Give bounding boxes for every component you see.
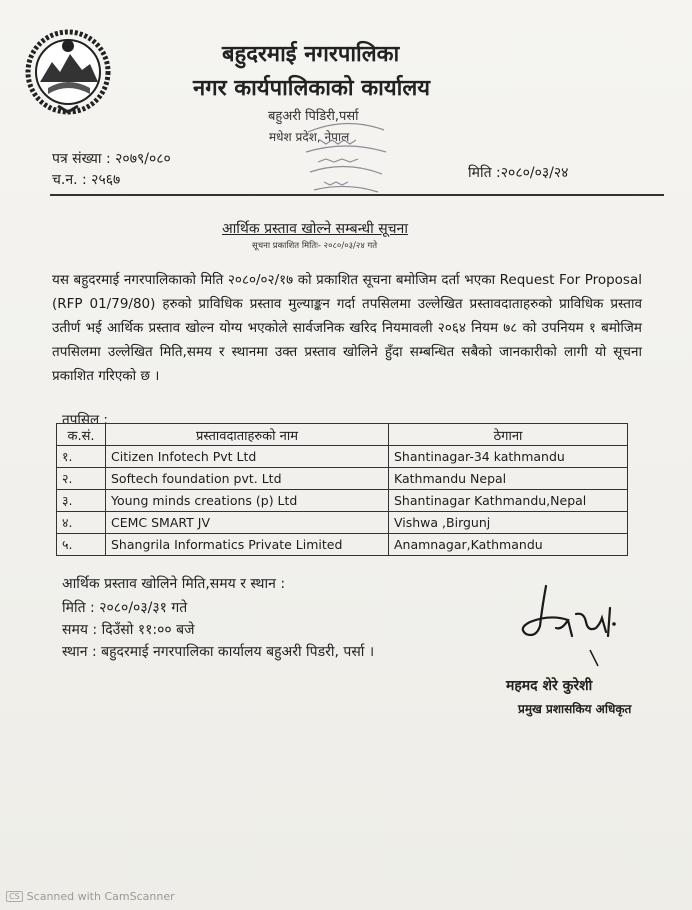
office-name: नगर कार्यपालिकाको कार्यालय bbox=[193, 76, 430, 101]
table-row bbox=[57, 490, 628, 512]
signatory-name: महमद शेरे कुरेशी bbox=[506, 678, 593, 694]
municipality-emblem-logo bbox=[18, 20, 118, 120]
row-bidder-name: Softech foundation pvt. Ltd bbox=[106, 468, 389, 490]
row-address: Shantinagar Kathmandu,Nepal bbox=[389, 490, 628, 512]
address-line-1: बहुअरी पिडिरी,पर्सा bbox=[268, 109, 359, 124]
row-serial: ४. bbox=[57, 512, 106, 534]
scanner-watermark bbox=[6, 890, 175, 903]
opening-time: समय : दिउँसो ११:०० बजे bbox=[62, 622, 195, 638]
header-bidder-name: प्रस्तावदाताहरुको नाम bbox=[106, 424, 389, 446]
row-serial: २. bbox=[57, 468, 106, 490]
opening-heading: आर्थिक प्रस्ताव खोलिने मिति,समय र स्थान : bbox=[62, 576, 286, 592]
row-serial: ३. bbox=[57, 490, 106, 512]
row-bidder-name: Citizen Infotech Pvt Ltd bbox=[106, 446, 389, 468]
details-label: तपसिल : bbox=[62, 412, 108, 428]
office-stamp bbox=[300, 112, 392, 200]
notice-body: यस बहुदरमाई नगरपालिकाको मिति २०८०/०२/१७ को प्रकाशित सूचना बमोजिम दर्ता भएका Request For Proposal (RFP 01/79/80) हरुको प्राविधिक प्रस्ताव मुल्याङ्कन गर्दा तपसिलमा उल्लेखित प्रस्तावदाताहरुको प्राविधिक प्रस्ताव उतीर्ण भई आर्थिक प्रस्ताव खोल्न योग्य भएकोले सार्वजनिक खरिद नियमावली २०६४ नियम ७८ को उपनियम १ बमोजिम तपसिलमा उल्लेखित मिति,समय र स्थानमा उक्त प्रस्ताव खोलिने हुँदा सम्बन्धित सबैको जानकारीको लागी यो सूचना प्रकाशित गरिएको छ । bbox=[52, 272, 642, 384]
table-header-row bbox=[57, 424, 628, 446]
opening-date: मिति : २०८०/०३/३१ गते bbox=[62, 600, 188, 616]
header-divider bbox=[50, 194, 664, 196]
notice-published-date: सूचना प्रकाशित मितिः- २०८०/०३/२४ गते bbox=[252, 241, 378, 251]
dispatch-number: च.न. : २५६७ bbox=[52, 172, 121, 188]
header-serial: क.सं. bbox=[57, 424, 106, 446]
address-line-2: मधेश प्रदेश, नेपाल bbox=[269, 130, 350, 144]
table-row bbox=[57, 468, 628, 490]
camscanner-icon: CS bbox=[6, 891, 23, 902]
row-address: Shantinagar-34 kathmandu bbox=[389, 446, 628, 468]
notice-title: आर्थिक प्रस्ताव खोल्ने सम्बन्धी सूचना bbox=[222, 221, 408, 237]
row-bidder-name: CEMC SMART JV bbox=[106, 512, 389, 534]
table-row bbox=[57, 446, 628, 468]
row-address: Vishwa ,Birgunj bbox=[389, 512, 628, 534]
scanner-text: Scanned with CamScanner bbox=[26, 890, 175, 903]
municipality-name: बहुदरमाई नगरपालिका bbox=[222, 42, 400, 67]
letter-date: मिति :२०८०/०३/२४ bbox=[468, 165, 569, 181]
signatory-title: प्रमुख प्रशासकिय अधिकृत bbox=[518, 702, 632, 716]
row-address: Kathmandu Nepal bbox=[389, 468, 628, 490]
header-address: ठेगाना bbox=[389, 424, 628, 446]
row-address: Anamnagar,Kathmandu bbox=[389, 534, 628, 556]
row-serial: १. bbox=[57, 446, 106, 468]
table-row bbox=[57, 512, 628, 534]
row-bidder-name: Shangrila Informatics Private Limited bbox=[106, 534, 389, 556]
row-bidder-name: Young minds creations (p) Ltd bbox=[106, 490, 389, 512]
bidders-table bbox=[56, 423, 628, 556]
signature bbox=[506, 578, 646, 678]
table-row bbox=[57, 534, 628, 556]
letter-number: पत्र संख्या : २०७९/०८० bbox=[52, 151, 171, 167]
row-serial: ५. bbox=[57, 534, 106, 556]
opening-place: स्थान : बहुदरमाई नगरपालिका कार्यालय बहुअरी पिडरी, पर्सा । bbox=[62, 644, 375, 660]
